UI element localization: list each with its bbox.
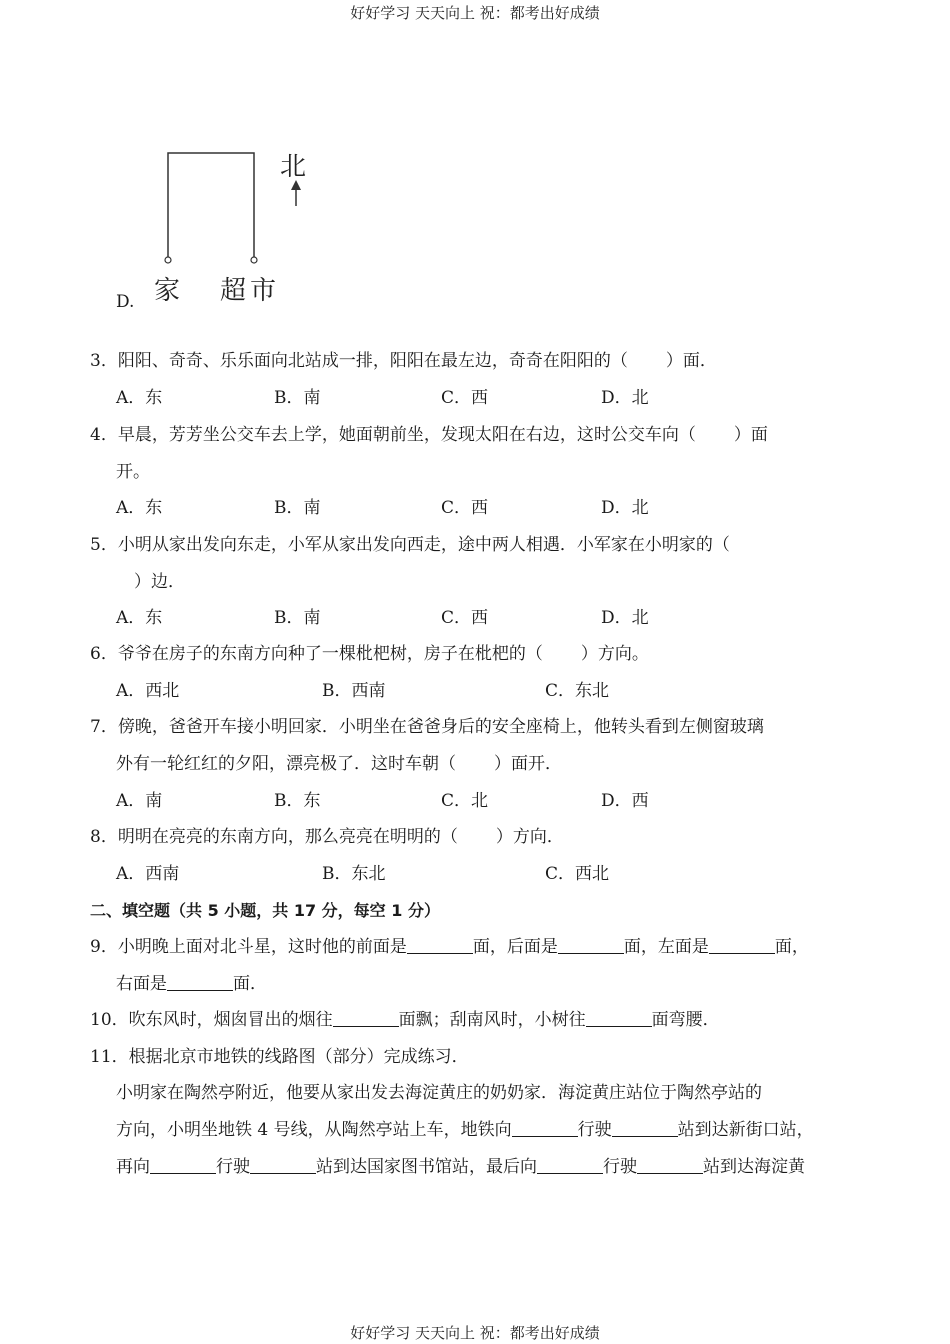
q5-option-c[interactable]: C．西: [441, 608, 489, 628]
question-3: 3．阳阳、奇奇、乐乐面向北站成一排，阳阳在最左边，奇奇在阳阳的（ ）面．: [90, 351, 717, 371]
home-label: 家: [154, 276, 181, 306]
blank[interactable]: [537, 1155, 603, 1174]
question-11-line4: 再向 行驶 站到达国家图书馆站，最后向 行驶 站到达海淀黄: [116, 1157, 805, 1177]
question-9: 9．小明晚上面对北斗星，这时他的前面是 面，后面是 面，左面是 面，: [90, 937, 809, 957]
q8-option-b[interactable]: B．东北: [322, 864, 386, 884]
q4-option-c[interactable]: C．西: [441, 498, 489, 518]
question-6: 6．爷爷在房子的东南方向种了一棵枇杷树，房子在枇杷的（ ）方向。: [90, 644, 649, 664]
q7-option-b[interactable]: B．东: [274, 791, 321, 811]
north-label: 北: [280, 152, 307, 182]
q6-option-c[interactable]: C．东北: [545, 681, 610, 701]
question-4-cont: 开。: [116, 462, 150, 482]
blank[interactable]: [167, 972, 233, 991]
section-2-title: 二、填空题（共 5 小题，共 17 分，每空 1 分）: [90, 901, 440, 920]
blank[interactable]: [250, 1155, 316, 1174]
blank[interactable]: [612, 1118, 678, 1137]
q5-option-d[interactable]: D．北: [601, 608, 649, 628]
question-11: 11．根据北京市地铁的线路图（部分）完成练习．: [90, 1047, 469, 1067]
direction-figure: [110, 140, 330, 320]
blank[interactable]: [150, 1155, 216, 1174]
blank[interactable]: [407, 935, 473, 954]
option-d-label: D.: [116, 292, 135, 312]
question-4: 4．早晨，芳芳坐公交车去上学，她面朝前坐，发现太阳在右边，这时公交车向（ ）面: [90, 425, 768, 445]
blank[interactable]: [333, 1008, 399, 1027]
blank[interactable]: [558, 935, 624, 954]
question-7-cont: 外有一轮红红的夕阳，漂亮极了．这时车朝（ ）面开．: [116, 754, 562, 774]
market-label: 超市: [220, 276, 281, 306]
question-9-cont: 右面是 面．: [116, 974, 267, 994]
question-11-line2: 小明家在陶然亭附近，他要从家出发去海淀黄庄的奶奶家．海淀黄庄站位于陶然亭站的: [116, 1083, 762, 1103]
q4-option-b[interactable]: B．南: [274, 498, 321, 518]
blank[interactable]: [637, 1155, 703, 1174]
page-header: 好好学习 天天向上 祝：都考出好成绩: [350, 4, 600, 22]
q4-option-d[interactable]: D．北: [601, 498, 649, 518]
blank[interactable]: [709, 935, 775, 954]
q4-option-a[interactable]: A．东: [116, 498, 163, 518]
q5-option-a[interactable]: A．东: [116, 608, 163, 628]
blank[interactable]: [586, 1008, 652, 1027]
blank[interactable]: [512, 1118, 578, 1137]
page-footer: 好好学习 天天向上 祝：都考出好成绩: [350, 1324, 600, 1342]
q6-option-a[interactable]: A．西北: [116, 681, 180, 701]
question-5: 5．小明从家出发向东走，小军从家出发向西走，途中两人相遇．小军家在小明家的（: [90, 535, 730, 555]
question-8: 8．明明在亮亮的东南方向，那么亮亮在明明的（ ）方向．: [90, 827, 564, 847]
q5-option-b[interactable]: B．南: [274, 608, 321, 628]
q3-option-d[interactable]: D．北: [601, 388, 649, 408]
question-5-cont: ）边．: [134, 572, 185, 592]
q7-option-a[interactable]: A．南: [116, 791, 163, 811]
q7-option-c[interactable]: C．北: [441, 791, 489, 811]
question-7: 7．傍晚，爸爸开车接小明回家．小明坐在爸爸身后的安全座椅上，他转头看到左侧窗玻璃: [90, 717, 764, 737]
q3-option-b[interactable]: B．南: [274, 388, 321, 408]
q3-option-c[interactable]: C．西: [441, 388, 489, 408]
q8-option-c[interactable]: C．西北: [545, 864, 610, 884]
q6-option-b[interactable]: B．西南: [322, 681, 386, 701]
q3-option-a[interactable]: A．东: [116, 388, 163, 408]
q7-option-d[interactable]: D．西: [601, 791, 649, 811]
question-10: 10．吹东风时，烟囱冒出的烟往 面飘；刮南风时，小树往 面弯腰．: [90, 1010, 720, 1030]
q8-option-a[interactable]: A．西南: [116, 864, 180, 884]
question-11-line3: 方向，小明坐地铁 4 号线，从陶然亭站上车，地铁向 行驶 站到达新街口站，: [116, 1120, 814, 1140]
